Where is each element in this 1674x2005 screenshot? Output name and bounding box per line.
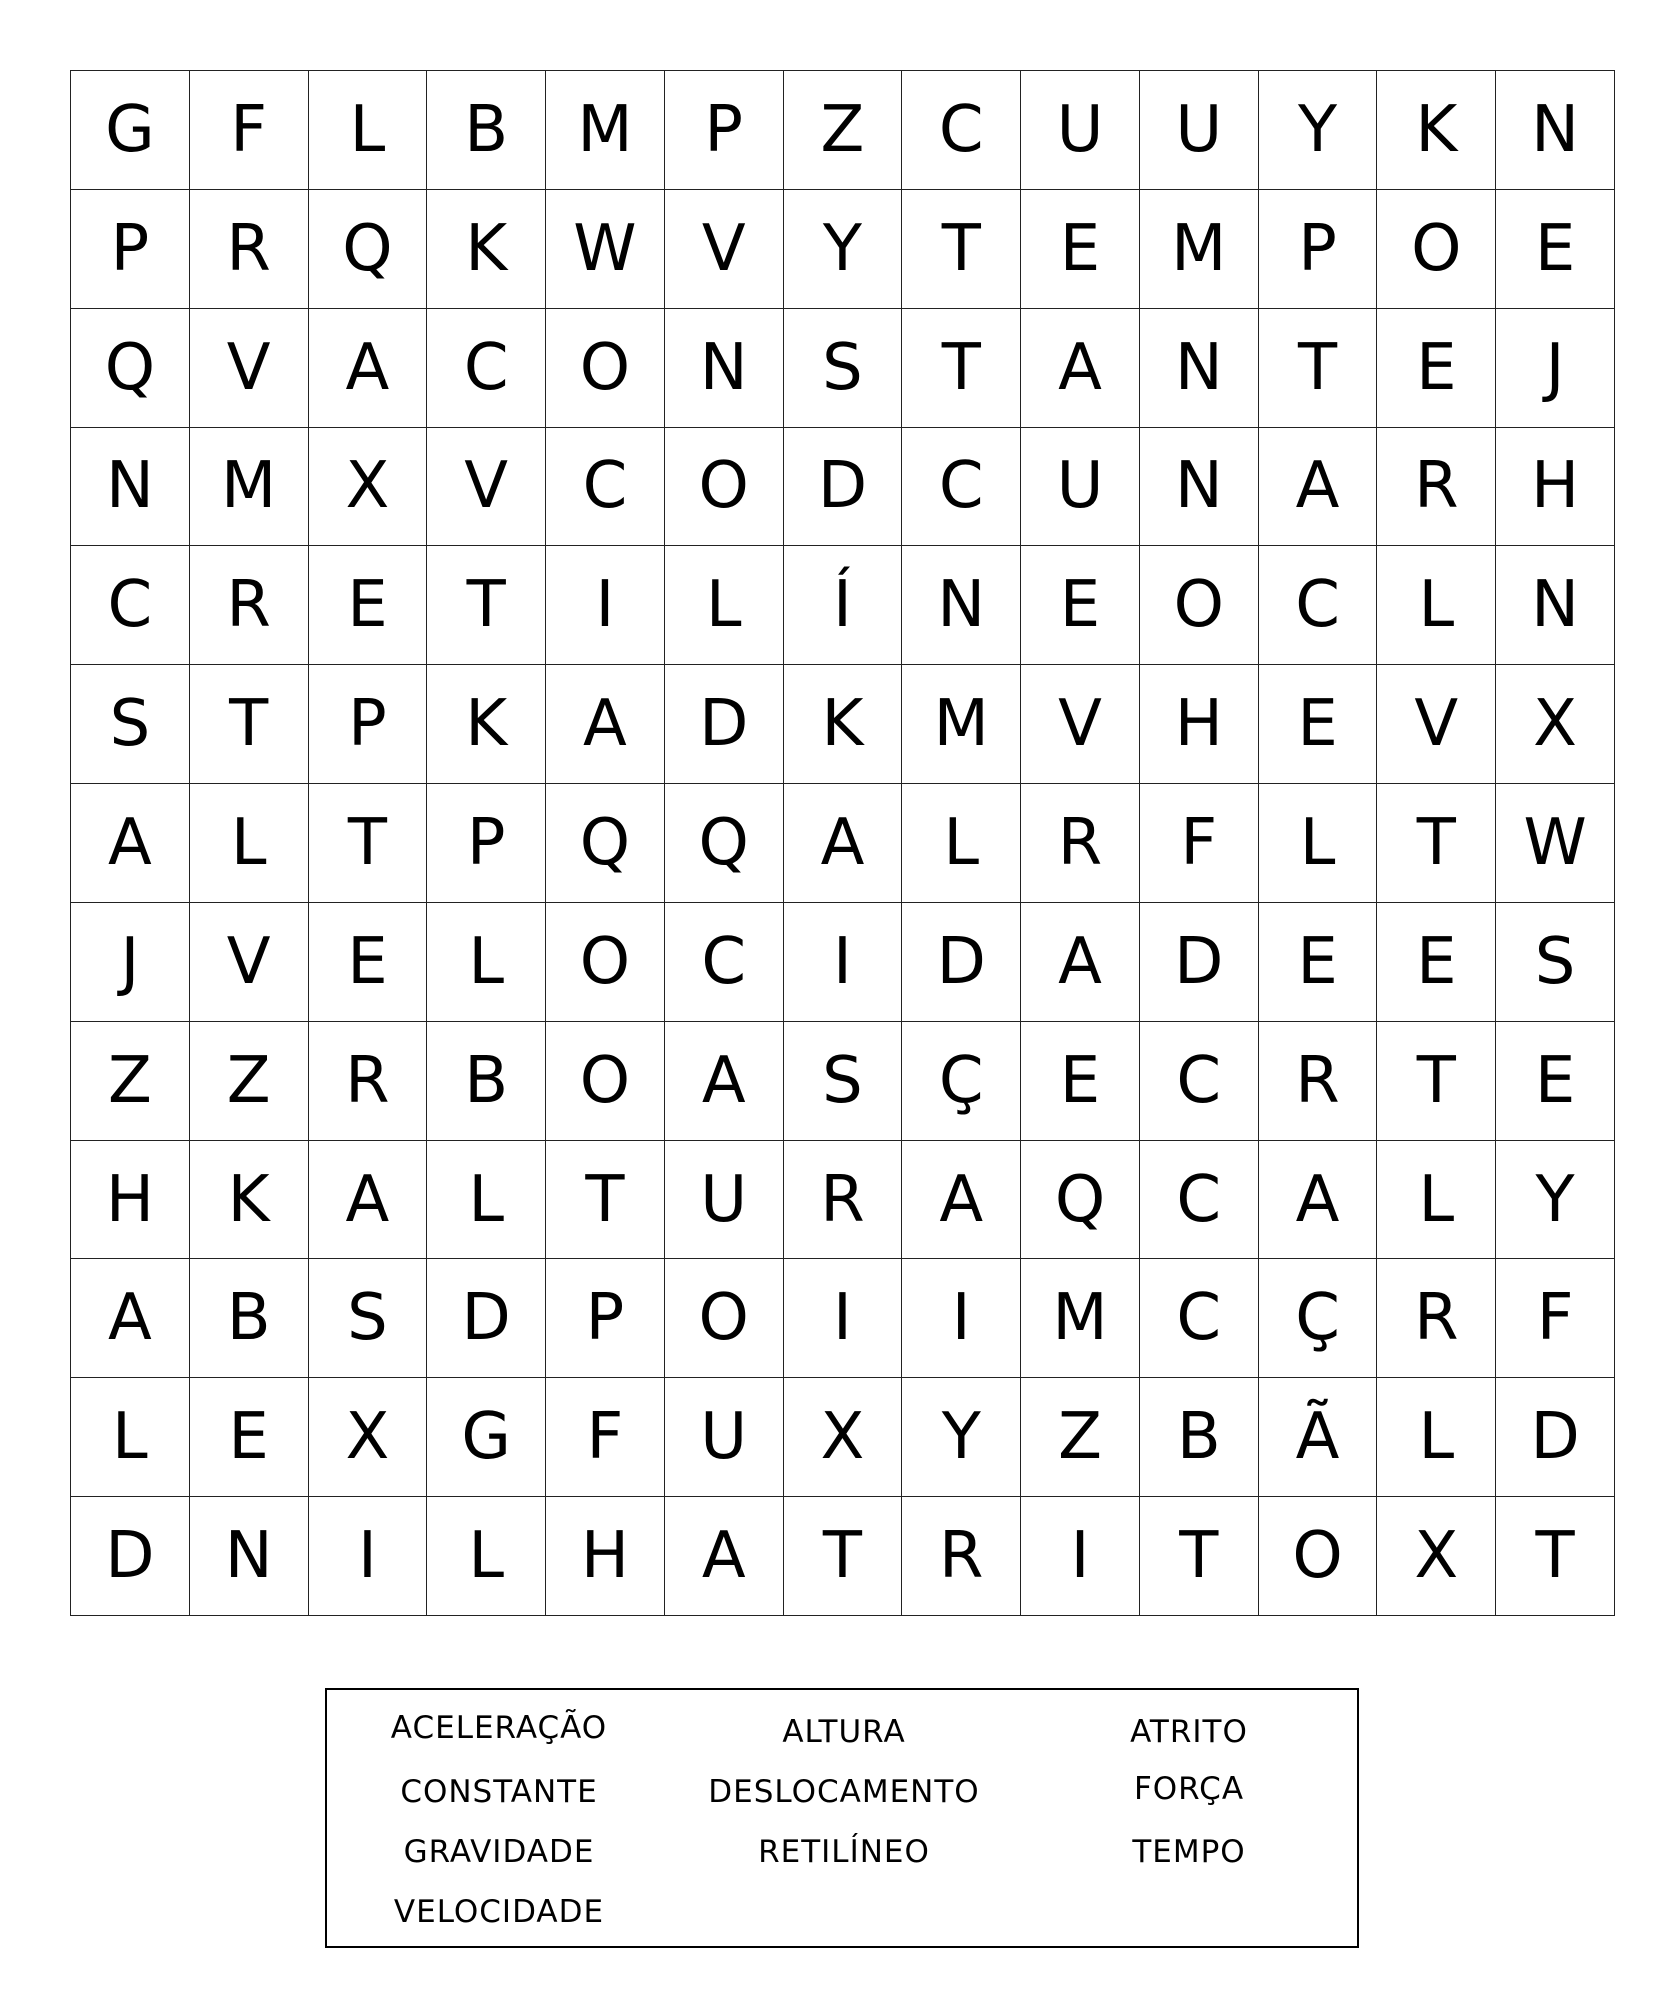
grid-cell: O [546, 308, 665, 427]
grid-cell: H [1496, 427, 1615, 546]
grid-cell: C [902, 71, 1021, 190]
grid-cell: I [1021, 1497, 1140, 1616]
grid-cell: T [1377, 1021, 1496, 1140]
word-item: ALTURA [782, 1714, 906, 1750]
grid-cell: C [71, 546, 190, 665]
grid-row [71, 71, 1615, 190]
grid-cell: U [1139, 71, 1258, 190]
grid-cell: A [308, 1140, 427, 1259]
grid-cell: R [1377, 1259, 1496, 1378]
grid-cell: P [546, 1259, 665, 1378]
grid-cell: E [1258, 902, 1377, 1021]
grid-cell: T [189, 665, 308, 784]
grid-cell: A [546, 665, 665, 784]
grid-row [71, 902, 1615, 1021]
grid-cell: E [308, 546, 427, 665]
word-item: VELOCIDADE [393, 1894, 605, 1930]
grid-row [71, 1021, 1615, 1140]
grid-cell: M [1021, 1259, 1140, 1378]
grid-cell: T [902, 189, 1021, 308]
grid-cell: U [664, 1378, 783, 1497]
grid-cell: T [902, 308, 1021, 427]
grid-row [71, 427, 1615, 546]
grid-cell: C [1258, 546, 1377, 665]
grid-row [71, 546, 1615, 665]
grid-cell: P [1258, 189, 1377, 308]
grid-cell: Q [1021, 1140, 1140, 1259]
grid-cell: D [1139, 902, 1258, 1021]
grid-cell: T [1496, 1497, 1615, 1616]
grid-cell: A [1021, 902, 1140, 1021]
grid-cell: Ç [1258, 1259, 1377, 1378]
grid-cell: B [427, 71, 546, 190]
grid-cell: B [1139, 1378, 1258, 1497]
grid-cell: E [308, 902, 427, 1021]
grid-cell: C [546, 427, 665, 546]
grid-cell: N [1139, 308, 1258, 427]
grid-cell: A [1258, 1140, 1377, 1259]
grid-cell: S [308, 1259, 427, 1378]
grid-cell: X [783, 1378, 902, 1497]
grid-row [71, 189, 1615, 308]
grid-cell: A [1021, 308, 1140, 427]
grid-cell: A [902, 1140, 1021, 1259]
grid-cell: L [308, 71, 427, 190]
grid-cell: E [1377, 902, 1496, 1021]
grid-cell: A [664, 1021, 783, 1140]
grid-cell: T [308, 784, 427, 903]
grid-cell: Y [1258, 71, 1377, 190]
grid-cell: X [308, 1378, 427, 1497]
grid-cell: M [546, 71, 665, 190]
grid-cell: W [1496, 784, 1615, 903]
grid-cell: E [1021, 1021, 1140, 1140]
grid-cell: F [1496, 1259, 1615, 1378]
grid-cell: L [427, 902, 546, 1021]
grid-cell: R [783, 1140, 902, 1259]
grid-cell: Ã [1258, 1378, 1377, 1497]
grid-cell: A [308, 308, 427, 427]
grid-cell: V [1377, 665, 1496, 784]
grid-cell: T [1139, 1497, 1258, 1616]
grid-cell: I [546, 546, 665, 665]
grid-row [71, 784, 1615, 903]
grid-cell: O [664, 427, 783, 546]
grid-cell: X [308, 427, 427, 546]
grid-cell: S [783, 308, 902, 427]
grid-row [71, 1497, 1615, 1616]
grid-cell: L [902, 784, 1021, 903]
grid-cell: Y [1496, 1140, 1615, 1259]
grid-cell: Z [1021, 1378, 1140, 1497]
word-item: DESLOCAMENTO [708, 1774, 980, 1810]
grid-cell: W [546, 189, 665, 308]
grid-cell: D [427, 1259, 546, 1378]
grid-cell: D [1496, 1378, 1615, 1497]
grid-cell: H [71, 1140, 190, 1259]
word-search-grid [70, 70, 1615, 1616]
grid-cell: F [546, 1378, 665, 1497]
grid-cell: N [902, 546, 1021, 665]
grid-cell: C [427, 308, 546, 427]
grid-cell: K [427, 189, 546, 308]
grid-cell: Z [189, 1021, 308, 1140]
grid-cell: K [427, 665, 546, 784]
grid-cell: N [664, 308, 783, 427]
grid-cell: R [1377, 427, 1496, 546]
grid-cell: J [71, 902, 190, 1021]
grid-cell: E [1496, 1021, 1615, 1140]
grid-cell: T [1258, 308, 1377, 427]
grid-cell: N [189, 1497, 308, 1616]
grid-cell: U [1021, 427, 1140, 546]
grid-cell: V [1021, 665, 1140, 784]
grid-cell: C [1139, 1021, 1258, 1140]
grid-cell: R [1258, 1021, 1377, 1140]
grid-cell: G [71, 71, 190, 190]
grid-cell: N [1496, 71, 1615, 190]
grid-cell: L [71, 1378, 190, 1497]
grid-cell: V [189, 902, 308, 1021]
grid-cell: L [189, 784, 308, 903]
grid-cell: F [1139, 784, 1258, 903]
word-bank [325, 1688, 1359, 1948]
grid-cell: T [783, 1497, 902, 1616]
grid-cell: I [783, 1259, 902, 1378]
grid-cell: L [427, 1497, 546, 1616]
grid-cell: C [664, 902, 783, 1021]
grid-row [71, 1378, 1615, 1497]
grid-cell: R [189, 189, 308, 308]
grid-cell: I [783, 902, 902, 1021]
grid-cell: B [427, 1021, 546, 1140]
grid-cell: E [1258, 665, 1377, 784]
grid-cell: Q [664, 784, 783, 903]
grid-row [71, 1140, 1615, 1259]
grid-cell: D [664, 665, 783, 784]
grid-cell: R [1021, 784, 1140, 903]
grid-cell: Y [783, 189, 902, 308]
grid-cell: G [427, 1378, 546, 1497]
grid-cell: U [664, 1140, 783, 1259]
grid-cell: R [189, 546, 308, 665]
grid-cell: E [1021, 546, 1140, 665]
word-item: RETILÍNEO [758, 1834, 930, 1870]
grid-cell: Y [902, 1378, 1021, 1497]
grid-cell: T [546, 1140, 665, 1259]
grid-cell: K [1377, 71, 1496, 190]
grid-cell: S [71, 665, 190, 784]
grid-cell: E [1377, 308, 1496, 427]
grid-cell: E [189, 1378, 308, 1497]
grid-cell: D [71, 1497, 190, 1616]
grid-cell: L [664, 546, 783, 665]
grid-cell: I [308, 1497, 427, 1616]
word-item: ACELERAÇÃO [390, 1710, 608, 1746]
grid-cell: R [902, 1497, 1021, 1616]
grid-cell: U [1021, 71, 1140, 190]
grid-cell: L [1377, 546, 1496, 665]
grid-cell: D [902, 902, 1021, 1021]
grid-cell: L [1377, 1140, 1496, 1259]
word-item: TEMPO [1132, 1834, 1246, 1870]
grid-cell: R [308, 1021, 427, 1140]
grid-cell: M [1139, 189, 1258, 308]
grid-cell: I [902, 1259, 1021, 1378]
grid-cell: L [1258, 784, 1377, 903]
grid-cell: H [546, 1497, 665, 1616]
grid-cell: D [783, 427, 902, 546]
grid-cell: E [1496, 189, 1615, 308]
grid-cell: P [71, 189, 190, 308]
grid-cell: T [427, 546, 546, 665]
grid-cell: L [1377, 1378, 1496, 1497]
grid-cell: C [902, 427, 1021, 546]
grid-cell: A [71, 784, 190, 903]
grid-cell: C [1139, 1140, 1258, 1259]
grid-cell: T [1377, 784, 1496, 903]
grid-cell: K [783, 665, 902, 784]
grid-cell: A [664, 1497, 783, 1616]
grid-cell: X [1496, 665, 1615, 784]
grid-cell: N [1496, 546, 1615, 665]
grid-cell: V [664, 189, 783, 308]
word-item: FORÇA [1133, 1771, 1245, 1807]
grid-cell: H [1139, 665, 1258, 784]
grid-cell: Z [783, 71, 902, 190]
grid-cell: Q [71, 308, 190, 427]
grid-cell: F [189, 71, 308, 190]
grid-cell: O [664, 1259, 783, 1378]
grid-cell: P [427, 784, 546, 903]
word-item: CONSTANTE [400, 1774, 598, 1810]
grid-cell: Ç [902, 1021, 1021, 1140]
grid-cell: M [189, 427, 308, 546]
grid-cell: Z [71, 1021, 190, 1140]
grid-cell: A [1258, 427, 1377, 546]
grid-cell: V [189, 308, 308, 427]
grid-cell: S [783, 1021, 902, 1140]
grid-cell: M [902, 665, 1021, 784]
grid-cell: Q [308, 189, 427, 308]
grid-cell: X [1377, 1497, 1496, 1616]
grid-cell: N [71, 427, 190, 546]
grid-cell: O [1377, 189, 1496, 308]
grid-cell: N [1139, 427, 1258, 546]
grid-cell: K [189, 1140, 308, 1259]
grid-cell: C [1139, 1259, 1258, 1378]
grid-cell: P [664, 71, 783, 190]
grid-cell: A [71, 1259, 190, 1378]
grid-cell: E [1021, 189, 1140, 308]
grid-row [71, 665, 1615, 784]
grid-cell: A [783, 784, 902, 903]
grid-cell: B [189, 1259, 308, 1378]
grid-cell: P [308, 665, 427, 784]
grid-cell: O [546, 902, 665, 1021]
grid-cell: S [1496, 902, 1615, 1021]
word-item: GRAVIDADE [403, 1834, 595, 1870]
grid-cell: O [1139, 546, 1258, 665]
grid-cell: Q [546, 784, 665, 903]
grid-row [71, 1259, 1615, 1378]
word-item: ATRITO [1130, 1714, 1248, 1750]
grid-cell: O [546, 1021, 665, 1140]
grid-cell: J [1496, 308, 1615, 427]
grid-row [71, 308, 1615, 427]
grid-cell: L [427, 1140, 546, 1259]
grid-cell: V [427, 427, 546, 546]
grid-cell: O [1258, 1497, 1377, 1616]
grid-cell: Í [783, 546, 902, 665]
